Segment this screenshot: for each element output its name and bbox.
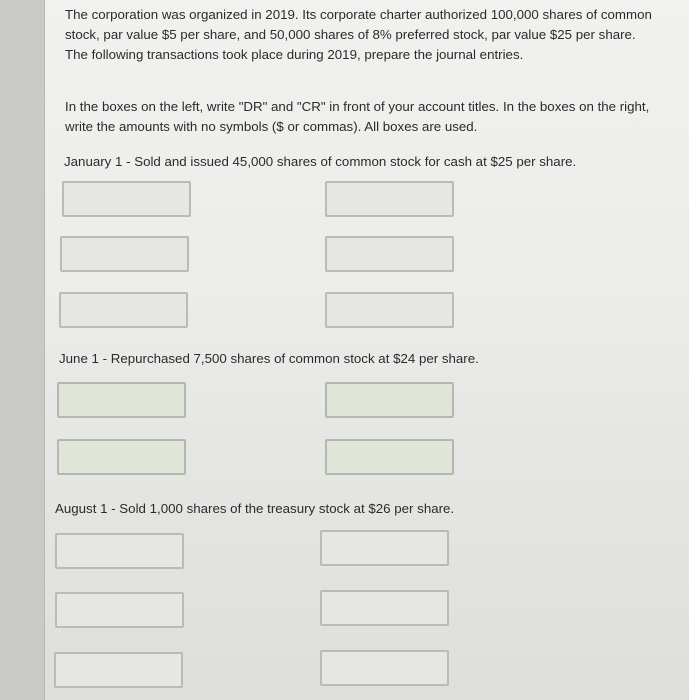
account-title-input[interactable] <box>57 439 186 475</box>
amount-input[interactable] <box>325 236 454 272</box>
entry-heading-august: August 1 - Sold 1,000 shares of the treasury stock at $26 per share. <box>55 501 455 516</box>
amount-input[interactable] <box>325 181 454 217</box>
amount-input[interactable] <box>320 650 449 686</box>
account-title-input[interactable] <box>55 533 184 569</box>
instructions: In the boxes on the left, write "DR" and "CR" in front of your account titles. In the boxes on the right, write the amounts with no symbols ($ or commas). All boxes are used. <box>65 99 650 134</box>
entry-heading-january: January 1 - Sold and issued 45,000 shares of common stock for cash at $25 per share. <box>64 154 577 169</box>
amount-input[interactable] <box>325 292 454 328</box>
amount-input[interactable] <box>325 382 454 418</box>
account-title-input[interactable] <box>59 292 188 328</box>
account-title-input[interactable] <box>62 181 191 217</box>
entry-heading-june: June 1 - Repurchased 7,500 shares of common stock at $24 per share. <box>59 351 479 366</box>
account-title-input[interactable] <box>54 652 183 688</box>
amount-input[interactable] <box>325 439 454 475</box>
account-title-input[interactable] <box>60 236 189 272</box>
question-page <box>44 0 689 700</box>
amount-input[interactable] <box>320 590 449 626</box>
amount-input[interactable] <box>320 530 449 566</box>
account-title-input[interactable] <box>55 592 184 628</box>
account-title-input[interactable] <box>57 382 186 418</box>
problem-intro: The corporation was organized in 2019. Its corporate charter authorized 100,000 shares of common stock, par value $5 per share, and 50,000 shares of 8% preferred stock, par value $25 per share. The following transactions took place during 2019, prepare the journal entries. <box>65 7 652 62</box>
